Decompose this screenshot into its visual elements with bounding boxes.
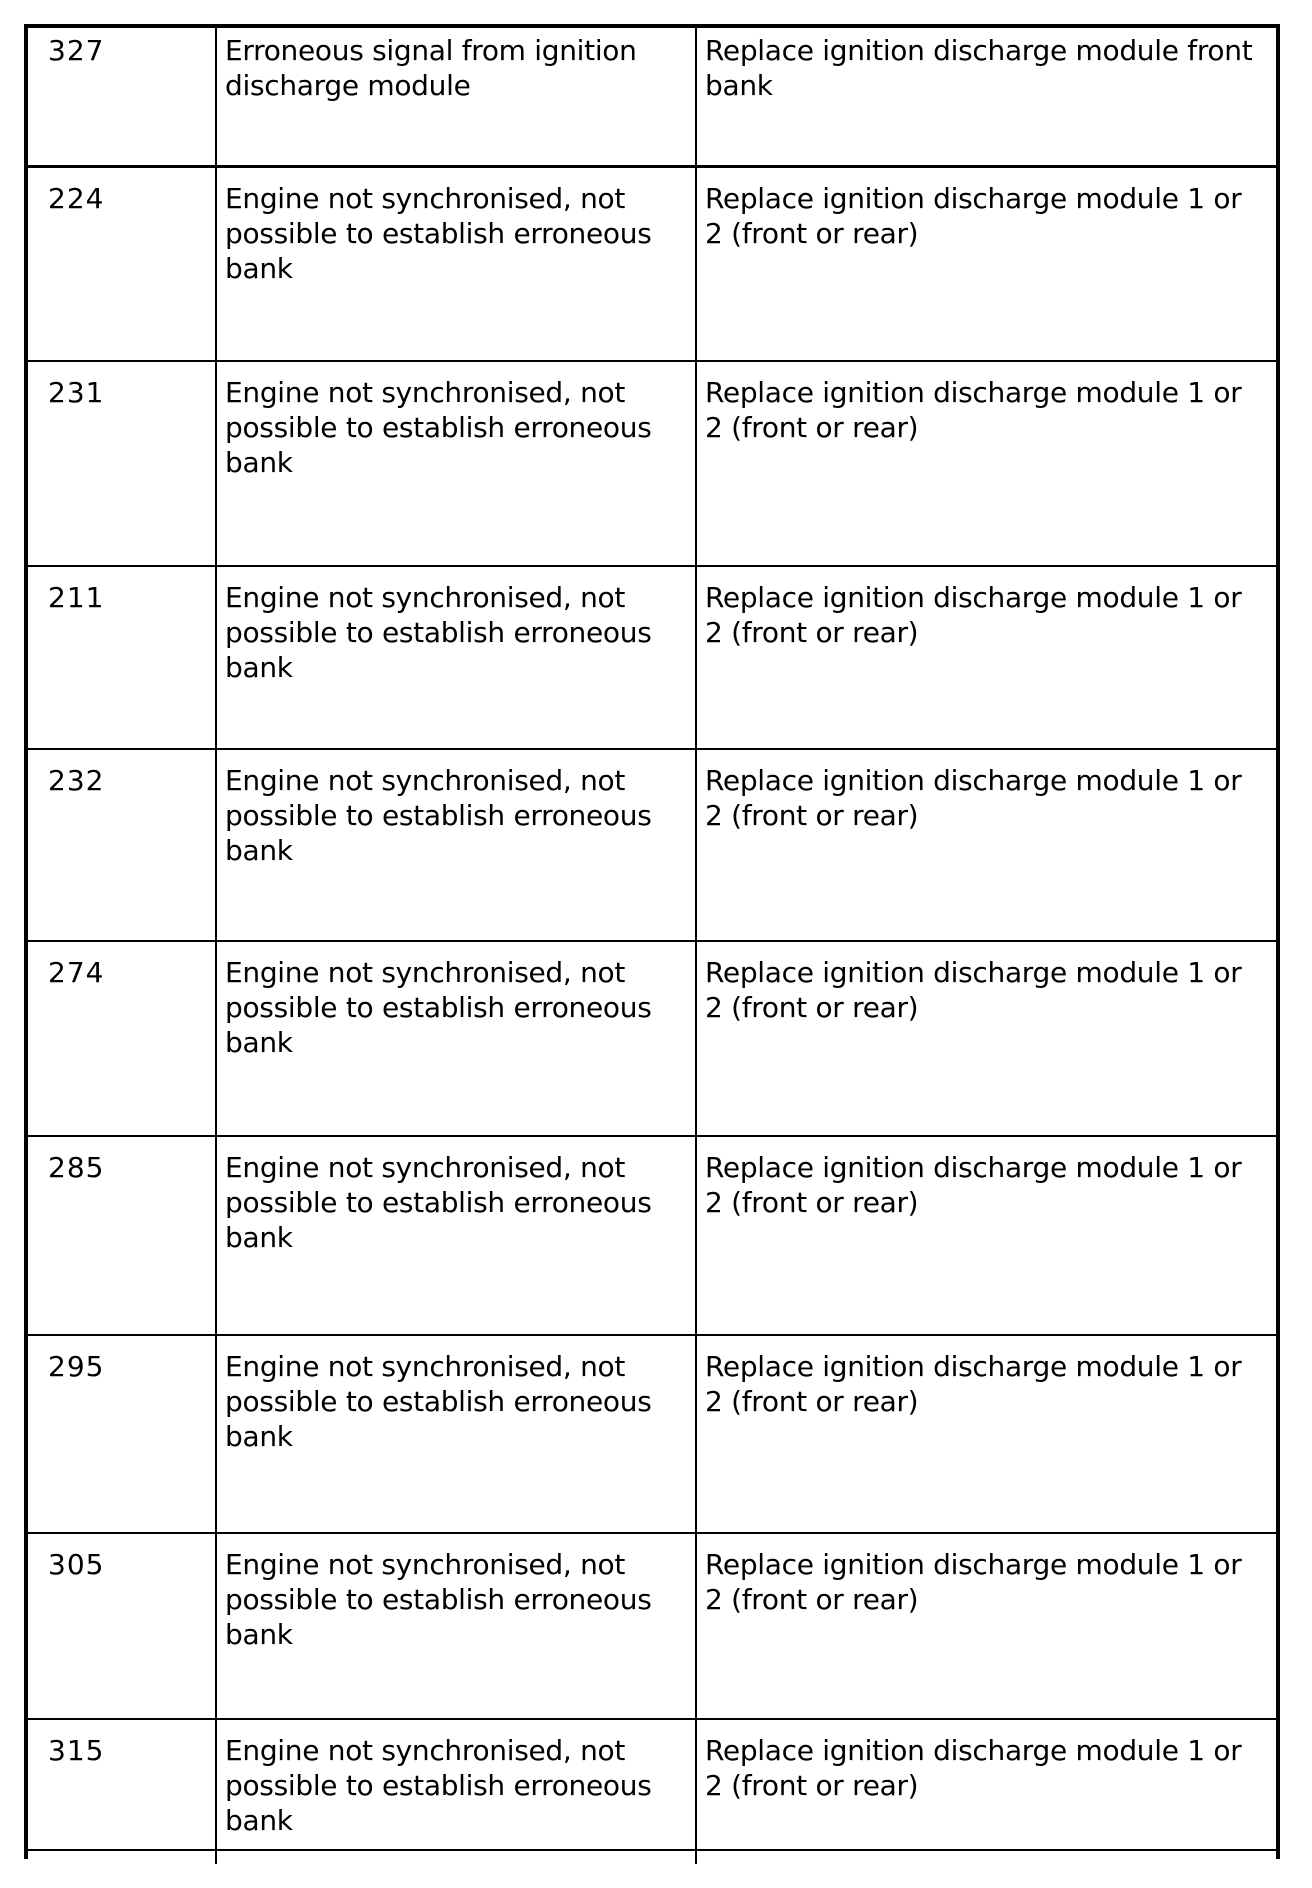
table-row <box>28 750 1276 942</box>
action-cell <box>697 1851 1276 1864</box>
action-cell: Replace ignition discharge module 1 or 2 (front or rear) <box>697 567 1276 750</box>
action-cell: Replace ignition discharge module front bank <box>697 28 1276 168</box>
description-cell: Erroneous signal from ignition discharge module <box>217 28 697 168</box>
table-row <box>28 1720 1276 1851</box>
table-row <box>28 28 1276 168</box>
fault-code-cell: 224 <box>28 168 217 362</box>
fault-code-cell: 231 <box>28 362 217 567</box>
action-cell: Replace ignition discharge module 1 or 2 (front or rear) <box>697 1137 1276 1336</box>
description-cell: Engine not synchronised, not possible to establish erroneous bank <box>217 168 697 362</box>
description-cell: Engine not synchronised, not possible to establish erroneous bank <box>217 362 697 567</box>
action-cell: Replace ignition discharge module 1 or 2 (front or rear) <box>697 1336 1276 1534</box>
fault-code-cell <box>28 1851 217 1864</box>
action-cell: Replace ignition discharge module 1 or 2 (front or rear) <box>697 942 1276 1137</box>
table-row <box>28 567 1276 750</box>
table-row <box>28 168 1276 362</box>
description-cell: Engine not synchronised, not possible to establish erroneous bank <box>217 750 697 942</box>
description-cell: Engine not synchronised, not possible to establish erroneous bank <box>217 942 697 1137</box>
action-cell: Replace ignition discharge module 1 or 2 (front or rear) <box>697 750 1276 942</box>
description-cell: Engine not synchronised, not possible to establish erroneous bank <box>217 567 697 750</box>
fault-code-cell: 274 <box>28 942 217 1137</box>
table-row <box>28 1534 1276 1720</box>
fault-code-cell: 232 <box>28 750 217 942</box>
fault-code-cell: 285 <box>28 1137 217 1336</box>
action-cell: Replace ignition discharge module 1 or 2 (front or rear) <box>697 362 1276 567</box>
description-cell <box>217 1851 697 1864</box>
action-cell: Replace ignition discharge module 1 or 2 (front or rear) <box>697 1720 1276 1851</box>
table-row-cutoff <box>28 1851 1276 1859</box>
fault-code-cell: 211 <box>28 567 217 750</box>
description-cell: Engine not synchronised, not possible to establish erroneous bank <box>217 1720 697 1851</box>
fault-code-cell: 305 <box>28 1534 217 1720</box>
description-cell: Engine not synchronised, not possible to establish erroneous bank <box>217 1137 697 1336</box>
fault-code-cell: 327 <box>28 28 217 168</box>
fault-code-table <box>24 24 1280 1859</box>
description-cell: Engine not synchronised, not possible to establish erroneous bank <box>217 1534 697 1720</box>
table-row <box>28 1336 1276 1534</box>
fault-code-cell: 315 <box>28 1720 217 1851</box>
table-row <box>28 362 1276 567</box>
description-cell: Engine not synchronised, not possible to establish erroneous bank <box>217 1336 697 1534</box>
action-cell: Replace ignition discharge module 1 or 2 (front or rear) <box>697 168 1276 362</box>
action-cell: Replace ignition discharge module 1 or 2 (front or rear) <box>697 1534 1276 1720</box>
table-row <box>28 942 1276 1137</box>
fault-code-cell: 295 <box>28 1336 217 1534</box>
table-row <box>28 1137 1276 1336</box>
